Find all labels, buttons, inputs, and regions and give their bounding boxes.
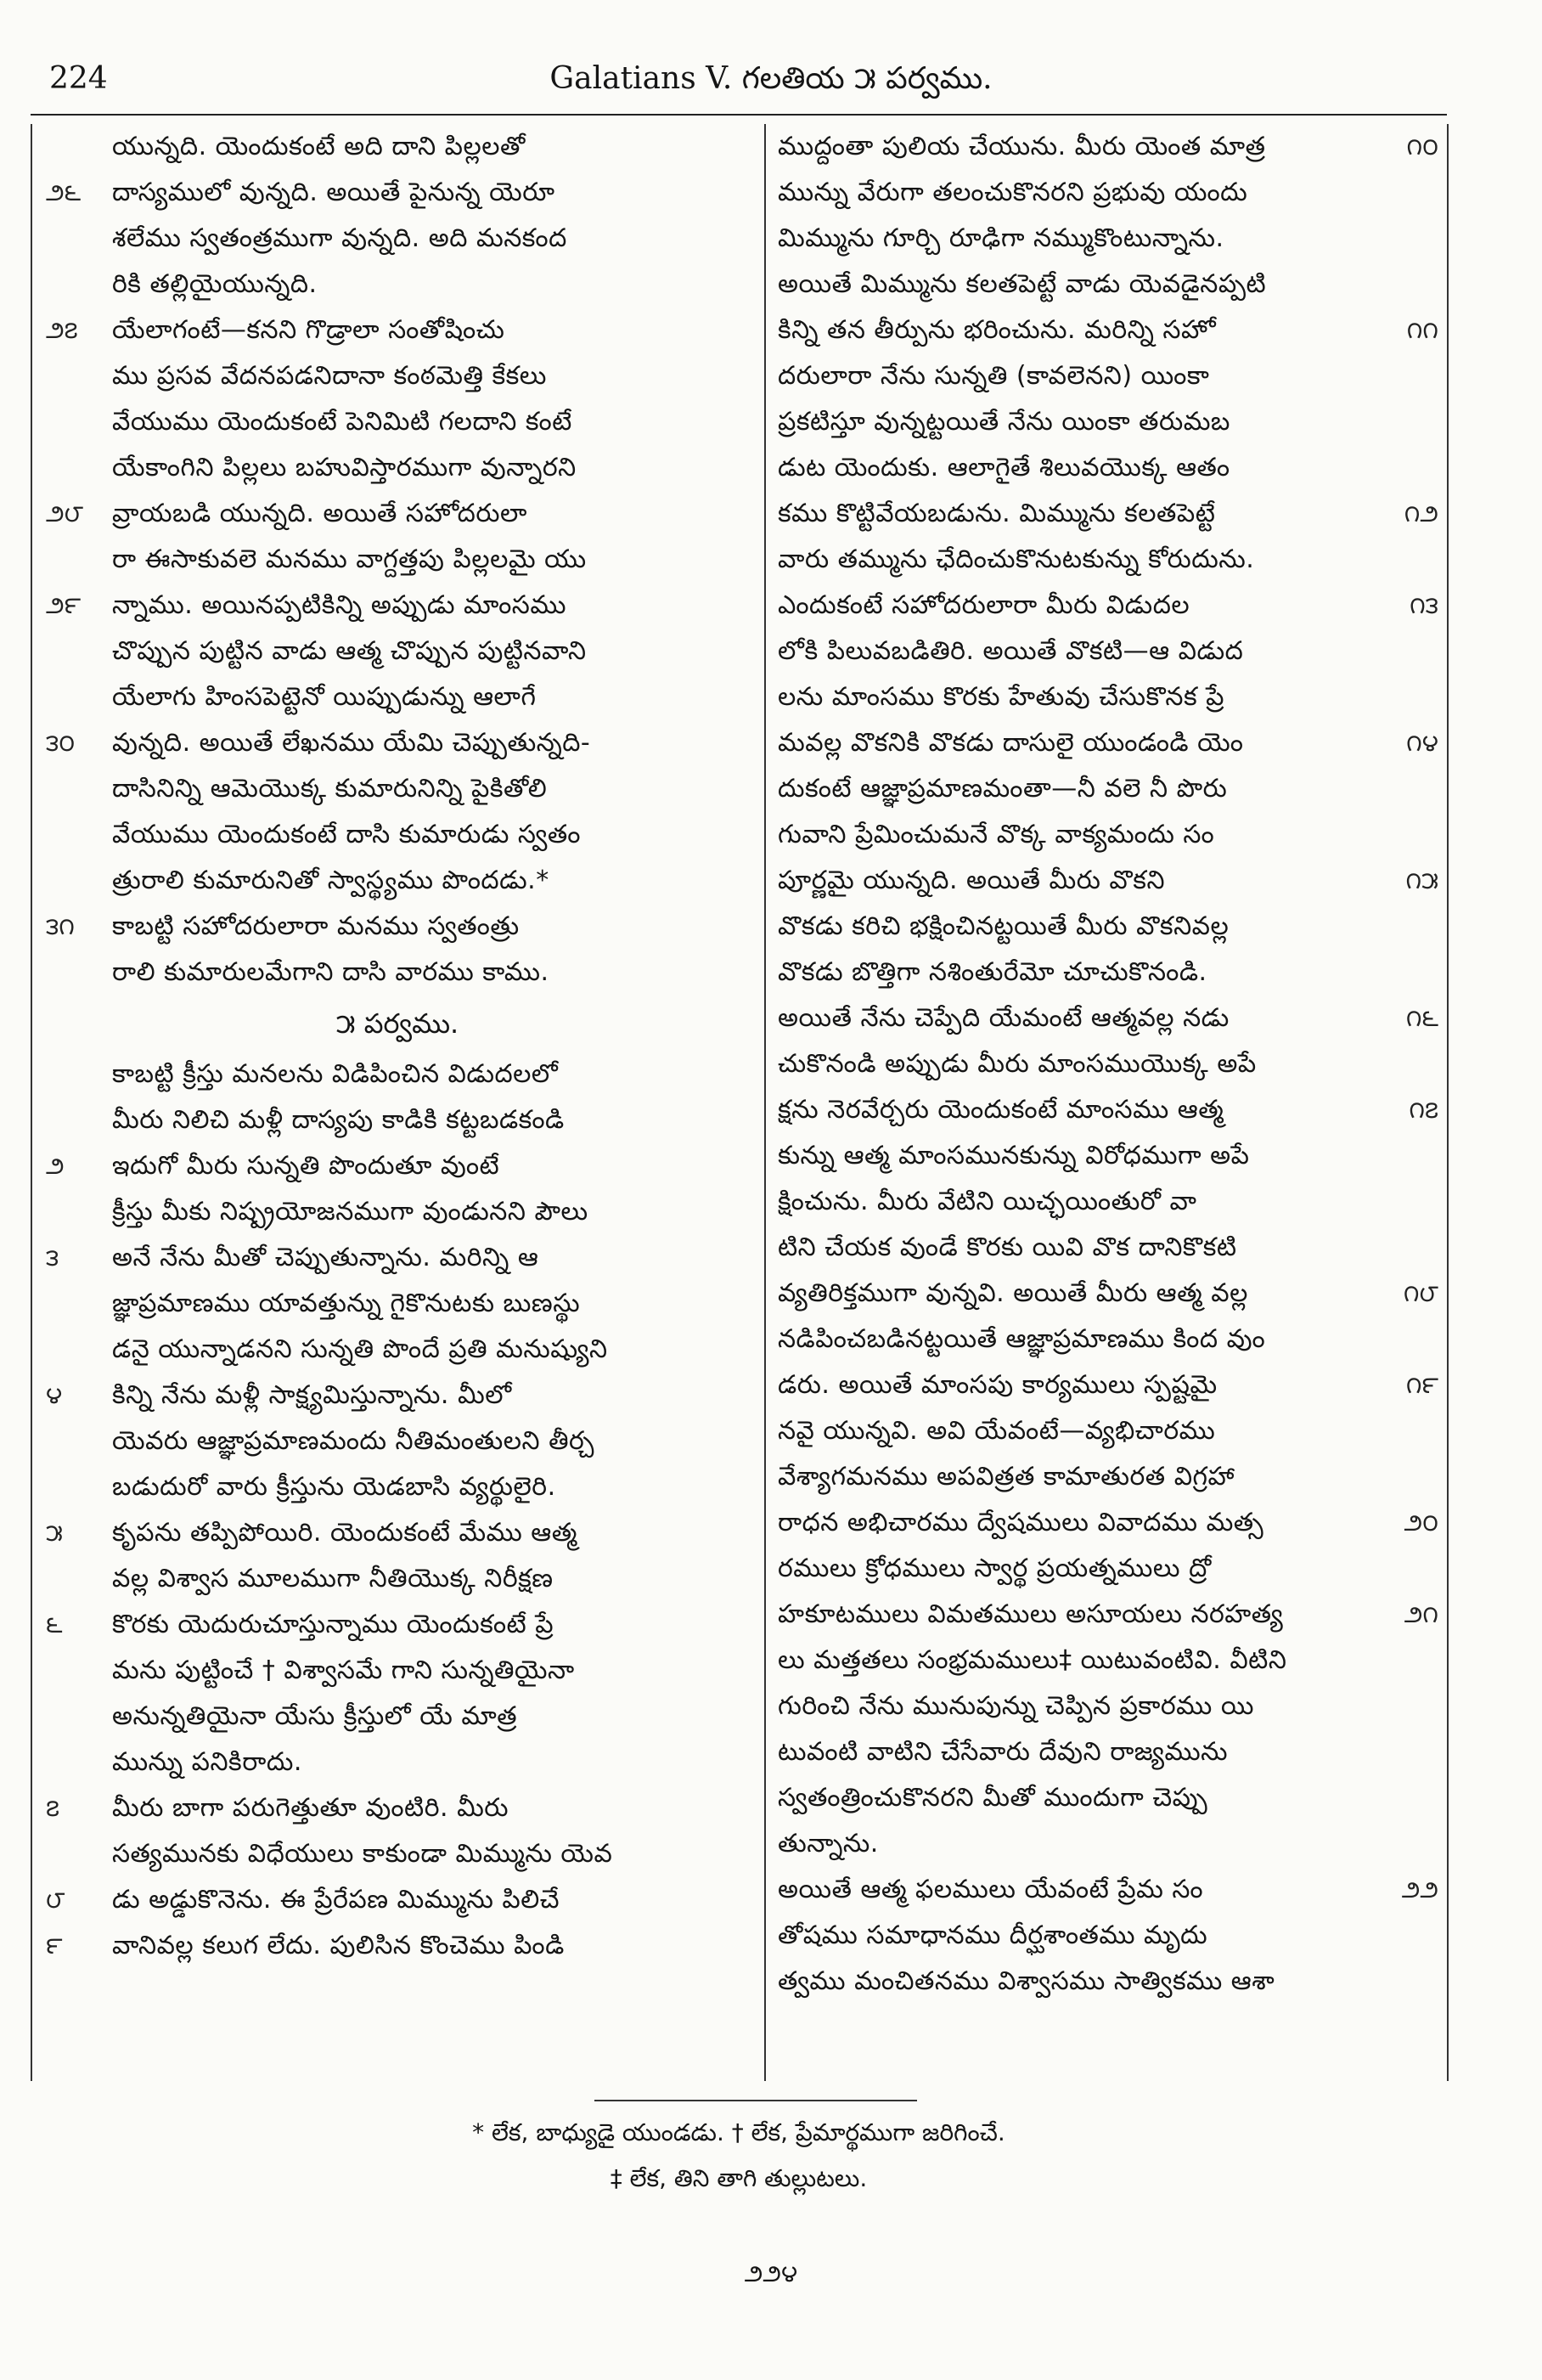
right-column-lines <box>769 124 1447 2005</box>
header-rule <box>31 114 1447 116</box>
verse-number: ౨౮ <box>46 499 84 527</box>
text-line <box>31 1831 764 1877</box>
text-line <box>769 950 1447 995</box>
line-text: చుకొనండి అప్పుడు మీరు మాంసముయొక్క అపే <box>778 1049 1257 1079</box>
running-head: Galatians V. గలతియ ౫ పర్వము. <box>549 61 993 96</box>
text-line <box>31 399 764 445</box>
text-line <box>769 1500 1447 1546</box>
page-header <box>49 51 1493 119</box>
line-text: యెవరు ఆజ్ఞాప్రమాణమందు నీతిమంతులని తీర్చ <box>112 1426 594 1456</box>
text-line <box>31 1052 764 1097</box>
line-text: తున్నాను. <box>778 1829 879 1858</box>
line-text: కాబట్టి క్రీస్తు మనలను విడిపించిన విడుదలలో <box>112 1059 559 1089</box>
verse-number: ౩౧ <box>46 912 75 940</box>
line-text: ఎందుకంటే సహోదరులారా మీరు విడుదల <box>778 590 1190 620</box>
line-text: పూర్ణమై యున్నది. అయితే మీరు వొకని <box>778 866 1166 895</box>
line-text: వారు తమ్మును ఛేదించుకొనుటకున్ను కోరుదును. <box>778 544 1255 574</box>
text-line <box>31 445 764 491</box>
line-text: బడుదురో వారు క్రీస్తును యెడబాసి వ్యర్థులైరి. <box>112 1472 556 1502</box>
text-line <box>31 353 764 399</box>
text-line <box>31 1143 764 1189</box>
text-line <box>769 1638 1447 1683</box>
text-line <box>769 1041 1447 1087</box>
line-text: కాబట్టి సహోదరులారా మనము స్వతంత్రు <box>112 911 520 941</box>
text-line <box>31 170 764 216</box>
text-line <box>31 216 764 262</box>
footnote-rule <box>594 2100 917 2101</box>
text-line <box>31 1785 764 1831</box>
text-line <box>769 399 1447 445</box>
text-line <box>31 491 764 537</box>
text-line <box>769 262 1447 307</box>
verse-number: ౧౩ <box>1410 591 1438 619</box>
text-line <box>31 1923 764 1969</box>
line-text: యేకాంగిని పిల్లలు బహువిస్తారముగా వున్నారని <box>112 453 577 482</box>
text-line <box>31 720 764 766</box>
text-line <box>769 170 1447 216</box>
verse-number: ౨౯ <box>46 591 82 619</box>
line-text: అనున్నతియైనా యేసు క్రీస్తులో యే మాత్ర <box>112 1701 518 1731</box>
verse-number: ౨౧ <box>1404 1600 1438 1628</box>
line-text: తోషము సమాధానము దీర్ఘశాంతము మృదు <box>778 1920 1208 1950</box>
verse-number: ౧౨ <box>1404 499 1438 527</box>
text-line <box>769 1271 1447 1317</box>
line-text: కము కొట్టివేయబడును. మిమ్మును కలతపెట్టే <box>778 499 1216 528</box>
line-text: శలేము స్వతంత్రముగా వున్నది. అది మనకంద <box>112 223 567 253</box>
text-line <box>769 674 1447 720</box>
text-line <box>31 1510 764 1556</box>
line-text: కిన్ని తన తీర్పును భరించును. మరిన్ని సహో <box>778 315 1217 345</box>
text-line <box>31 1235 764 1281</box>
line-text: రికి తల్లియైయున్నది. <box>112 269 318 299</box>
text-line <box>31 124 764 170</box>
verse-number: ౫ <box>46 1519 63 1547</box>
line-text: టువంటి వాటిని చేసేవారు దేవుని రాజ్యమును <box>778 1737 1229 1767</box>
line-text: అనే నేను మీతో చెప్పుతున్నాను. మరిన్ని ఆ <box>112 1243 539 1272</box>
text-line <box>31 1648 764 1694</box>
text-line <box>31 1694 764 1740</box>
line-text: అయితే మిమ్మును కలతపెట్టే వాడు యెవడైనప్పటి <box>778 269 1267 299</box>
text-line <box>769 1867 1447 1913</box>
text-line <box>769 1592 1447 1638</box>
text-line <box>769 124 1447 170</box>
footnote-line: * లేక, బాధ్యుడై యుండడు. † లేక, ప్రేమార్థముగా జరిగించే. <box>472 2118 1005 2146</box>
line-text: దాస్యములో వున్నది. అయితే పైనున్న యెరూ <box>112 178 555 207</box>
text-line <box>31 1097 764 1143</box>
text-line <box>769 766 1447 812</box>
line-text: దరులారా నేను సున్నతి (కావలెనని) యింకా <box>778 361 1210 391</box>
line-text: యేలాగంటే—కనని గొడ్రాలా సంతోషించు <box>112 315 505 345</box>
text-line <box>769 1546 1447 1592</box>
text-line <box>769 1913 1447 1959</box>
text-line <box>769 1775 1447 1821</box>
line-text: లు మత్తతలు సంభ్రమములు‡ యిటువంటివి. వీటిని <box>778 1645 1287 1675</box>
verse-number: ౧౪ <box>1406 729 1438 757</box>
verse-number: ౧౧ <box>1406 316 1438 344</box>
line-text: డనై యున్నాడనని సున్నతి పొందే ప్రతి మనుష్యుని <box>112 1334 608 1364</box>
text-line <box>769 583 1447 629</box>
line-text: నవై యున్నవి. అవి యేవంటే—వ్యభిచారము <box>778 1416 1216 1446</box>
line-text: వొకడు కరిచి భక్షించినట్టయితే మీరు వొకనివల్ల <box>778 911 1230 941</box>
line-text: యున్నది. యెందుకంటే అది దాని పిల్లలతో <box>112 132 526 161</box>
text-line <box>31 1189 764 1235</box>
text-line <box>31 1602 764 1648</box>
text-line <box>769 1362 1447 1408</box>
text-line <box>769 1087 1447 1133</box>
line-text: రా ఈసాకువలె మనము వాగ్దత్తపు పిల్లలమై యు <box>112 544 587 574</box>
line-text: కున్ను ఆత్మ మాంసమునకున్ను విరోధముగా అపే <box>778 1141 1250 1170</box>
text-line <box>31 1877 764 1923</box>
footnote-line: ‡ లేక, తిని తాగి తుల్లుటలు. <box>610 2164 868 2192</box>
verse-number: ౬ <box>46 1610 63 1638</box>
line-text: అయితే నేను చెప్పేది యేమంటే ఆత్మవల్ల నడు <box>778 1003 1230 1033</box>
verse-number: ౩ <box>46 1244 59 1272</box>
line-text: గురించి నేను మునుపున్ను చెప్పిన ప్రకారము యి <box>778 1691 1254 1721</box>
verse-number: ౨౭ <box>46 316 78 344</box>
line-text: వ్యతిరిక్తముగా వున్నవి. అయితే మీరు ఆత్మ వల్ల <box>778 1278 1248 1308</box>
text-line <box>31 812 764 858</box>
text-line <box>31 904 764 950</box>
line-text: రాధన అభిచారము ద్వేషములు వివాదము మత్స <box>778 1508 1264 1537</box>
text-line <box>769 445 1447 491</box>
text-line <box>31 583 764 629</box>
verse-number: ౧౯ <box>1405 1371 1438 1399</box>
text-line <box>31 1556 764 1602</box>
text-line <box>31 1327 764 1373</box>
text-line <box>769 904 1447 950</box>
verse-number: ౧౦ <box>1406 133 1438 161</box>
verse-number: ౧౭ <box>1409 1096 1438 1124</box>
line-text: ఇదుగో మీరు సున్నతి పొందుతూ వుంటే <box>112 1151 500 1181</box>
verse-number: ౨౨ <box>1401 1875 1438 1903</box>
text-line <box>769 1317 1447 1362</box>
page-number: 224 <box>49 61 108 96</box>
text-line <box>769 1683 1447 1729</box>
text-line <box>31 766 764 812</box>
line-text: డరు. అయితే మాంసపు కార్యములు స్పష్టమై <box>778 1370 1218 1400</box>
line-text: స్వతంత్రించుకొనరని మీతో ముందుగా చెప్పు <box>778 1783 1208 1813</box>
line-text: అయితే ఆత్మ ఫలములు యేవంటే ప్రేమ సం <box>778 1875 1204 1904</box>
text-line <box>769 858 1447 904</box>
line-text: సత్యమునకు విధేయులు కాకుండా మిమ్మును యెవ <box>112 1839 613 1869</box>
text-line <box>769 1133 1447 1179</box>
line-text: వేయుము యెందుకంటే పెనిమిటి గలదాని కంటే <box>112 407 572 437</box>
line-text: రాలి కుమారులమేగాని దాసి వారము కాము. <box>112 957 549 987</box>
left-column-ch4 <box>31 124 764 995</box>
line-text: యేలాగు హింసపెట్టెనో యిప్పుడున్ను ఆలాగే <box>112 682 537 712</box>
verse-number: ౧౮ <box>1403 1279 1438 1307</box>
line-text: క్షను నెరవేర్చరు యెందుకంటే మాంసము ఆత్మ <box>778 1095 1224 1125</box>
line-text: డు అడ్డుకొనెను. ఈ ప్రేరేపణ మిమ్మును పిలిచే <box>112 1885 560 1915</box>
text-line <box>31 1281 764 1327</box>
left-column <box>31 124 764 2081</box>
line-text: మున్ను వేరుగా తలంచుకొనరని ప్రభువు యందు <box>778 178 1248 207</box>
verse-number: ౪ <box>46 1381 63 1409</box>
text-line <box>769 537 1447 583</box>
text-line <box>31 858 764 904</box>
line-text: కృపను తప్పిపోయిరి. యెందుకంటే మేము ఆత్మ <box>112 1518 577 1548</box>
line-text: వల్ల విశ్వాస మూలముగా నీతియొక్క నిరీక్షణ <box>112 1564 554 1593</box>
line-text: త్వము మంచితనము విశ్వాసము సాత్వికము ఆశా <box>778 1966 1275 1996</box>
line-text: కొరకు యెదురుచూస్తున్నాము యెందుకంటే ప్రే <box>112 1610 554 1639</box>
line-text: టిని చేయక వుండే కొరకు యివి వొక దానికొకటి <box>778 1232 1237 1262</box>
line-text: న్నాము. అయినప్పటికిన్ని అప్పుడు మాంసము <box>112 590 566 620</box>
line-text: మను పుట్టించే † విశ్వాసమే గాని సున్నతియైనా <box>112 1655 575 1685</box>
text-line <box>31 1740 764 1785</box>
line-text: మున్ను పనికిరాదు. <box>112 1747 302 1777</box>
text-line <box>769 1179 1447 1225</box>
text-line <box>769 1225 1447 1271</box>
line-text: వ్రాయబడి యున్నది. అయితే సహోదరులా <box>112 499 527 528</box>
text-line <box>769 307 1447 353</box>
text-line <box>31 307 764 353</box>
footnotes <box>31 2110 1447 2202</box>
line-text: మవల్ల వొకనికి వొకడు దాసులై యుండండి యెం <box>778 728 1244 758</box>
line-text: కిన్ని నేను మళ్లీ సాక్ష్యమిస్తున్నాను. మీలో <box>112 1380 512 1410</box>
line-text: దాసినిన్ని ఆమెయొక్క కుమారునిన్ని పైకితోలి <box>112 774 548 804</box>
text-line <box>31 629 764 674</box>
line-text: త్రురాలి కుమారునితో స్వాస్థ్యము పొందడు.* <box>112 866 549 895</box>
text-line <box>769 995 1447 1041</box>
verse-number: ౨౦ <box>1404 1509 1438 1537</box>
verse-number: ౯ <box>46 1932 63 1960</box>
text-line <box>31 1418 764 1464</box>
line-text: హకూటములు విమతములు అసూయలు నరహత్య <box>778 1599 1284 1629</box>
line-text: గువాని ప్రేమించుమనే వొక్క వాక్యమందు సం <box>778 820 1215 849</box>
text-line <box>769 353 1447 399</box>
verse-number: ౩౦ <box>46 729 76 757</box>
verse-number: ౧౬ <box>1405 1004 1438 1032</box>
line-text: ప్రకటిస్తూ వున్నట్టయితే నేను యింకా తరుమబ <box>778 407 1230 437</box>
line-text: క్షించును. మీరు వేటిని యిచ్ఛయింతురో వా <box>778 1187 1197 1216</box>
text-line <box>769 629 1447 674</box>
left-column-ch5 <box>31 1052 764 1969</box>
signature-number: ౨౨౪ <box>744 2259 798 2287</box>
verse-number: ౧౫ <box>1405 866 1438 894</box>
verse-number: ౨౬ <box>46 178 82 206</box>
chapter-heading: ౫ పర్వము. <box>335 1007 459 1040</box>
text-line <box>769 1821 1447 1867</box>
line-text: మీరు నిలిచి మళ్లీ దాస్యపు కాడికి కట్టబడకండి <box>112 1105 565 1135</box>
column-divider <box>764 124 766 2081</box>
line-text: లోకి పిలువబడితిరి. అయితే వొకటి—ఆ విడుద <box>778 636 1244 666</box>
line-text: మిమ్మును గూర్చి రూఢిగా నమ్ముకొంటున్నాను. <box>778 223 1224 253</box>
right-column <box>769 124 1447 2081</box>
text-line <box>769 216 1447 262</box>
line-text: వేయుము యెందుకంటే దాసి కుమారుడు స్వతం <box>112 820 581 849</box>
verse-number: ౮ <box>46 1886 65 1914</box>
text-line <box>769 491 1447 537</box>
text-line <box>769 1729 1447 1775</box>
line-text: వున్నది. అయితే లేఖనము యేమి చెప్పుతున్నది- <box>112 728 591 758</box>
line-text: వొకడు బొత్తిగా నశింతురేమో చూచుకొనండి. <box>778 957 1207 987</box>
text-line <box>31 262 764 307</box>
line-text: ము ప్రసవ వేదనపడనిదానా కంఠమెత్తి కేకలు <box>112 361 547 391</box>
verse-number: ౭ <box>46 1794 60 1822</box>
text-line <box>769 1959 1447 2005</box>
line-text: చొప్పున పుట్టిన వాడు ఆత్మ చొప్పున పుట్టినవాని <box>112 636 587 666</box>
text-line <box>31 537 764 583</box>
line-text: ముద్దంతా పులియ చేయును. మీరు యెంత మాత్ర <box>778 132 1266 161</box>
text-line <box>769 1408 1447 1454</box>
line-text: వానివల్ల కలుగ లేదు. పులిసిన కొంచెము పిండి <box>112 1931 565 1960</box>
text-line <box>769 720 1447 766</box>
text-line <box>769 1454 1447 1500</box>
text-line <box>31 1464 764 1510</box>
text-line <box>769 812 1447 858</box>
line-text: లను మాంసము కొరకు హేతువు చేసుకొనక ప్రే <box>778 682 1224 712</box>
line-text: డుట యెందుకు. ఆలాగైతే శిలువయొక్క ఆతం <box>778 453 1230 482</box>
text-line <box>31 1373 764 1418</box>
line-text: క్రీస్తు మీకు నిష్ప్రయోజనముగా వుండునని పౌలు <box>112 1197 588 1227</box>
line-text: రములు క్రోధములు స్వార్థ ప్రయత్నములు ద్రో <box>778 1554 1212 1583</box>
line-text: మీరు బాగా పరుగెత్తుతూ వుంటిరి. మీరు <box>112 1793 509 1823</box>
right-column-edge <box>1447 124 1449 2081</box>
line-text: జ్ఞాప్రమాణము యావత్తున్ను గైకొనుటకు బుణస్థు <box>112 1289 581 1318</box>
text-line <box>31 950 764 995</box>
line-text: నడిపించబడినట్టయితే ఆజ్ఞాప్రమాణము కింద వుం <box>778 1324 1266 1354</box>
line-text: దుకంటే ఆజ్ఞాప్రమాణమంతా—నీ వలె నీ పొరు <box>778 774 1228 804</box>
text-line <box>31 674 764 720</box>
line-text: వేశ్యాగమనము అపవిత్రత కామాతురత విగ్రహా <box>778 1462 1235 1492</box>
verse-number: ౨ <box>46 1152 65 1180</box>
